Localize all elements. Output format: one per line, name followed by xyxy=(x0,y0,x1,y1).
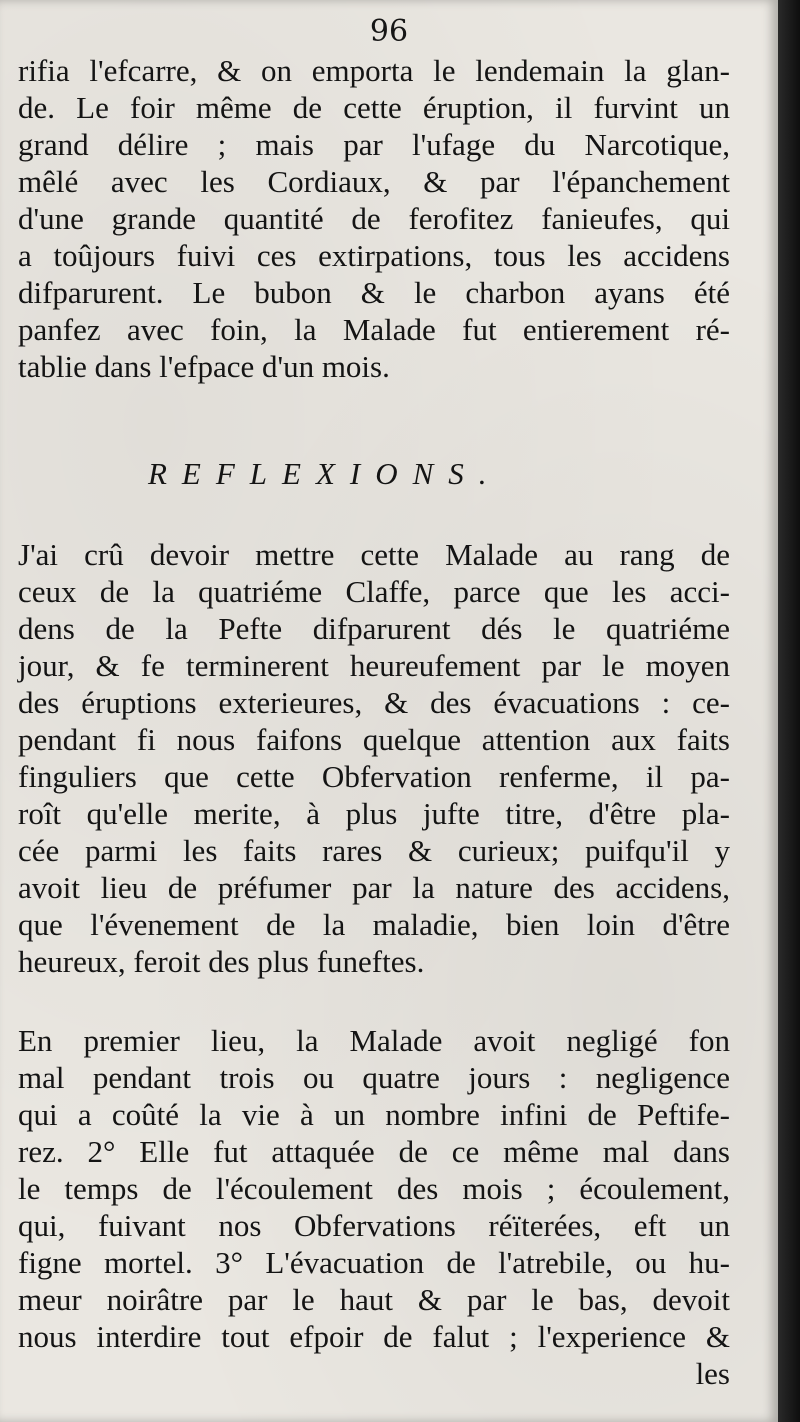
text-line: avoit lieu de préfumer par la nature des accidens, xyxy=(18,870,730,905)
text-line: difparurent. Le bubon & le charbon ayans été xyxy=(18,275,730,310)
book-spine-shadow xyxy=(778,0,800,1422)
text-line: panfez avec foin, la Malade fut entierement ré- xyxy=(18,312,730,347)
text-line: grand délire ; mais par l'ufage du Narcotique, xyxy=(18,127,730,162)
text-line: heureux, feroit des plus funeftes. xyxy=(18,944,425,979)
text-line: mal pendant trois ou quatre jours : negligence xyxy=(18,1060,730,1095)
text-line: rez. 2° Elle fut attaquée de ce même mal dans xyxy=(18,1134,730,1169)
paragraph-1 xyxy=(18,52,730,385)
text-line: d'une grande quantité de ferofitez fanieufes, qui xyxy=(18,201,730,236)
text-line: tablie dans l'efpace d'un mois. xyxy=(18,349,390,384)
text-line: de. Le foir même de cette éruption, il furvint un xyxy=(18,90,730,125)
catchword: les xyxy=(695,1356,730,1391)
text-line: nous interdire tout efpoir de falut ; l'experience & xyxy=(18,1319,730,1354)
text-line: mêlé avec les Cordiaux, & par l'épanchement xyxy=(18,164,730,199)
paragraph-3 xyxy=(18,1022,730,1392)
text-line: dens de la Pefte difparurent dés le quatriéme xyxy=(18,611,730,646)
text-line: ceux de la quatriéme Claffe, parce que les acci- xyxy=(18,574,730,609)
text-line: le temps de l'écoulement des mois ; écoulement, xyxy=(18,1171,730,1206)
paragraph-2 xyxy=(18,536,730,980)
text-line: que l'évenement de la maladie, bien loin d'être xyxy=(18,907,730,942)
text-line: finguliers que cette Obfervation renferme, il pa- xyxy=(18,759,730,794)
text-line: pendant fi nous faifons quelque attention aux faits xyxy=(18,722,730,757)
text-line: des éruptions exterieures, & des évacuations : ce- xyxy=(18,685,730,720)
text-line: En premier lieu, la Malade avoit negligé fon xyxy=(18,1023,730,1058)
section-heading: REFLEXIONS. xyxy=(148,456,502,491)
text-line: meur noirâtre par le haut & par le bas, devoit xyxy=(18,1282,730,1317)
text-line: roît qu'elle merite, à plus jufte titre, d'être pla- xyxy=(18,796,730,831)
text-line: rifia l'efcarre, & on emporta le lendemain la glan- xyxy=(18,53,730,88)
text-line: qui a coûté la vie à un nombre infini de Peftife- xyxy=(18,1097,730,1132)
text-line: qui, fuivant nos Obfervations réïterées, eft un xyxy=(18,1208,730,1243)
text-line: cée parmi les faits rares & curieux; puifqu'il y xyxy=(18,833,730,868)
text-line: jour, & fe terminerent heureufement par le moyen xyxy=(18,648,730,683)
text-line: J'ai crû devoir mettre cette Malade au rang de xyxy=(18,537,730,572)
page-number: 96 xyxy=(369,14,409,49)
text-line: a toûjours fuivi ces extirpations, tous les accidens xyxy=(18,238,730,273)
text-line: figne mortel. 3° L'évacuation de l'atrebile, ou hu- xyxy=(18,1245,730,1280)
